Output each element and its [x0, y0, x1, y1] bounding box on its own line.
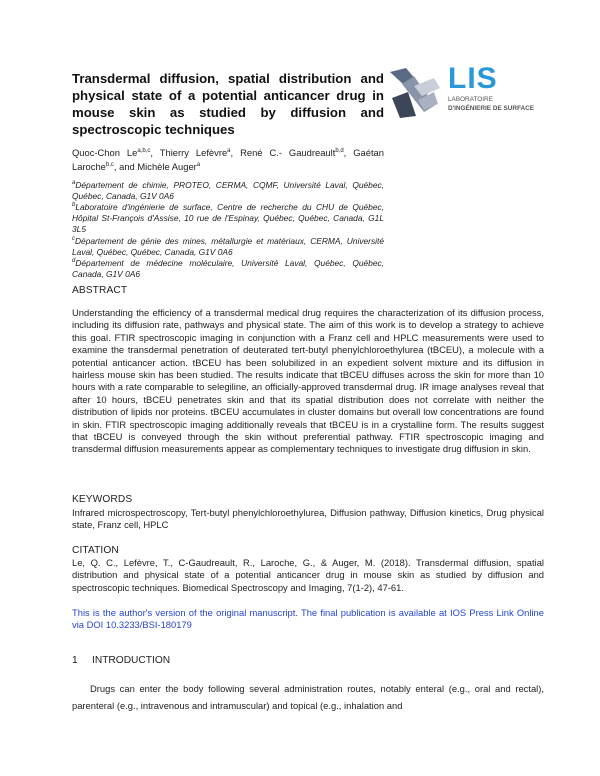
abstract-text: Understanding the efficiency of a transdermal medical drug requires the characterization of its diffusion process, including its diffusion rate, pathways and physical state. The aim of this work is to develop a strategy to achieve this goal. FTIR spectroscopic imaging in conjunction with a Franz cell and HPLC measurements were used to examine the transdermal penetration of deuterated tert-butyl phenylchloroethylurea (tBCEU), a molecule with a potential anticancer action. tBCEU has been solubilized in an expedient solvent mixture and its diffusion in hairless mouse skin has been studied. The results indicate that tBCEU diffuses across the skin for more than 10 hours with a rate comparable to selegiline, an officially-approved transdermal drug. IR image analyses reveal that after 10 hours, tBCEU penetrates skin and that its spatial distribution does not correlate with neither the distribution of lipids nor proteins. tBCEU accumulates in cluster domains but overall low concentrations are found in skin. FTIR spectroscopic imaging additionally reveals that tBCEU is in a crystalline form. The results suggest that tBCEU is conveyed through the skin without preferential pathway. FTIR spectroscopic imaging and transdermal diffusion measurements appear as complementary techniques to investigate drug diffusion in skin. — [72, 307, 544, 455]
affiliation — [72, 202, 384, 235]
affiliation-text: Département de chimie, PROTEO, CERMA, CQMF, Université Laval, Québec, Québec, Canada, G1V 0A6 — [72, 180, 384, 201]
author: Thierry Lefèvre — [159, 147, 228, 158]
manuscript-note: This is the author's version of the original manuscript. The final publication is available at IOS Press Link Online via DOI 10.3233/BSI-180179 — [72, 607, 544, 631]
author-affiliation-mark: a — [196, 161, 201, 168]
author: Quoc-Chon Le — [72, 147, 138, 158]
citation-text: Le, Q. C., Lefèvre, T., C-Gaudreault, R., Laroche, G., & Auger, M. (2018). Transdermal diffusion, spatial distribution and physical state of a potential anticancer drug in mouse skin as studied by diffusion and spectroscopic techniques. Biomedical Spectroscopy and Imaging, 7(1-2), 47-61. — [72, 557, 544, 593]
author-affiliation-mark: a,b,c — [137, 147, 151, 154]
author-affiliation-mark: b,d — [335, 147, 344, 154]
logo-line2: D'INGÉNIERIE DE SURFACE — [448, 105, 535, 112]
author-affiliation-mark: a — [227, 147, 231, 154]
affiliation-mark: d — [72, 258, 76, 265]
citation-heading: CITATION — [72, 545, 119, 556]
section-title: INTRODUCTION — [92, 655, 171, 666]
affiliation — [72, 258, 384, 280]
author-affiliation-mark: b,c — [105, 161, 114, 168]
author-list: Quoc-Chon Le$^{a,b,c}$, Thierry Lefèvre$^a$, René C.- Gaudreault$^{b,d}$, Gaétan Laroche$^{b,c}$, and Michèle Auger$^a$ — [72, 147, 384, 172]
section-number: 1 — [72, 655, 78, 666]
section-heading — [72, 655, 170, 666]
affiliation-mark: b — [72, 202, 76, 209]
author: René C.- Gaudreault — [240, 147, 336, 158]
keywords-heading: KEYWORDS — [72, 494, 133, 505]
affiliation-text: Département de génie des mines, métallurgie et matériaux, CERMA, Université Laval, Québec, Québec, Canada, G1V 0A6 — [72, 236, 384, 257]
abstract-heading: ABSTRACT — [72, 285, 128, 296]
affiliation-mark: c — [72, 236, 75, 243]
affiliation-text: Département de médecine moléculaire, Université Laval, Québec, Québec, Canada, G1V 0A6 — [72, 258, 384, 279]
affiliation-text: Laboratoire d'ingénierie de surface, Centre de recherche du CHU de Québec, Hôpital St-François d'Assise, 10 rue de l'Espinay, Québec, Québec, Canada, G1L 3L5 — [72, 202, 384, 234]
logo-main-text: LIS — [448, 62, 498, 95]
author: Michèle Auger — [137, 161, 197, 172]
logo-line1: LABORATOIRE — [448, 96, 493, 103]
paper-title: Transdermal diffusion, spatial distribution and physical state of a potential anticancer drug in mouse skin as studied by diffusion and spectroscopic techniques — [72, 71, 384, 137]
intro-paragraph: Drugs can enter the body following several administration routes, notably enteral (e.g., oral and rectal), parenteral (e.g., intravenous and intramuscular) and topical (e.g., inhalation and — [72, 683, 544, 711]
affiliation — [72, 180, 384, 202]
lis-logo — [388, 62, 538, 120]
keywords-text: Infrared microspectroscopy, Tert-butyl phenylchloroethylurea, Diffusion pathway, Diffusion kinetics, Drug physical state, Franz cell, HPLC — [72, 507, 544, 531]
affiliation — [72, 236, 384, 258]
affiliation-mark: a — [72, 180, 76, 187]
author: Gaétan Laroche — [72, 147, 384, 172]
